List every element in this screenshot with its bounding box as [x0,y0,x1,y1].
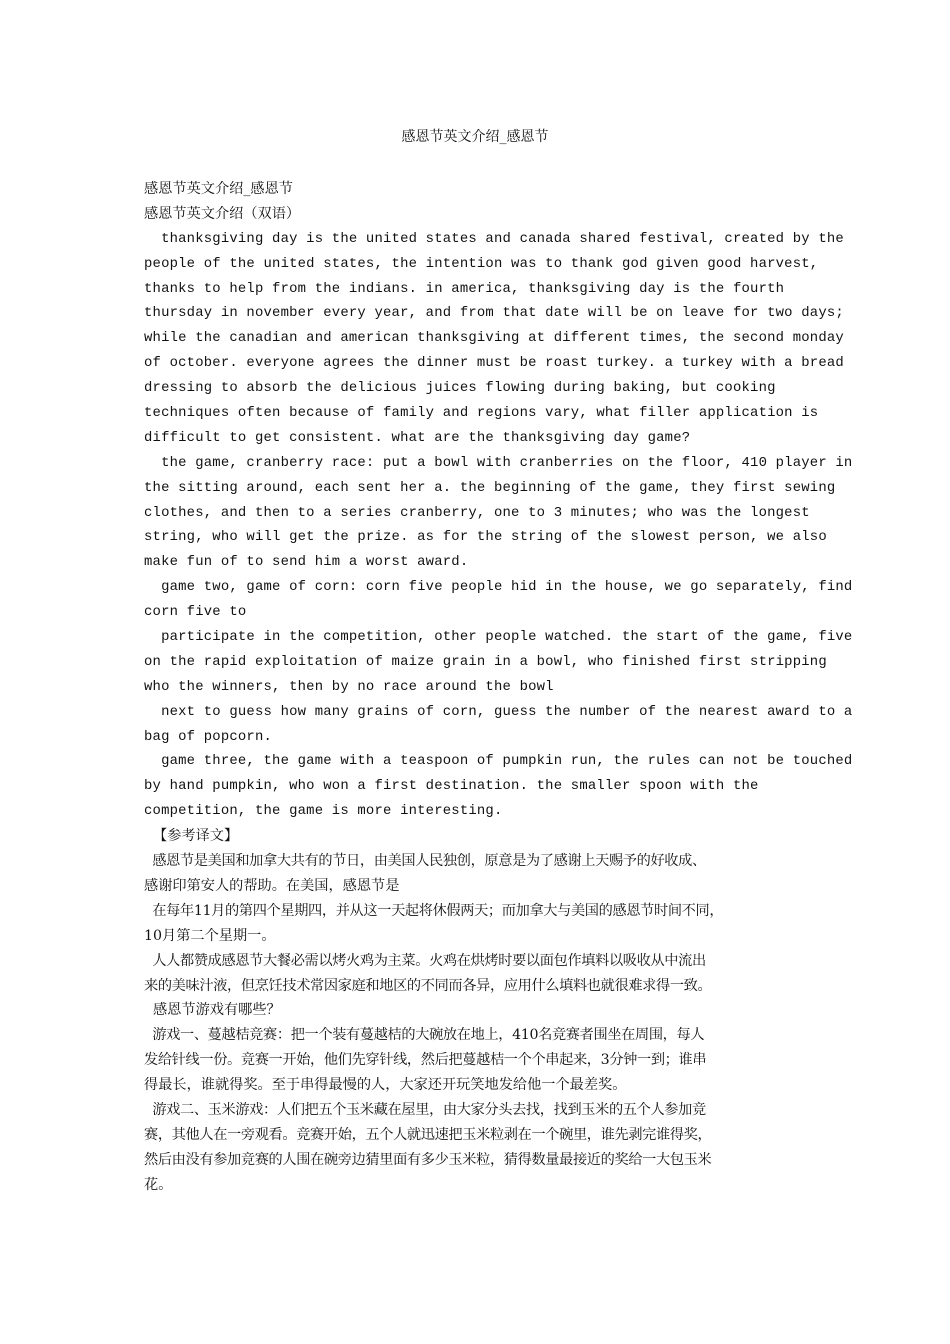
document-title: 感恩节英文介绍_感恩节 [401,129,549,145]
text-line: game two, game of corn: corn five people hid in the house, we go separately, find [144,579,853,596]
text-line: thanksgiving day is the united states and canada shared festival, created by the [144,230,844,247]
text-line: 在每年11月的第四个星期四，并从这一天起将休假两天；而加拿大与美国的感恩节时间不同， [144,902,724,919]
text-line: 来的美味汁液，但烹饪技术常因家庭和地区的不同而各异，应用什么填料也就很难求得一致。 [144,977,712,994]
text-line: 10月第二个星期一。 [144,927,276,944]
text-line: while the canadian and american thanksgiving at different times, the second monday [144,330,844,347]
text-line: 游戏二、玉米游戏：人们把五个玉米藏在屋里，由大家分头去找，找到玉米的五个人参加竞 [144,1101,706,1118]
text-line: techniques often because of family and regions vary, what filler application is [144,405,819,422]
text-line: the game, cranberry race: put a bowl with cranberries on the floor, 410 player in [144,454,853,471]
text-line: who the winners, then by no race around the bowl [144,678,554,695]
text-line: bag of popcorn. [144,728,273,745]
text-line: 感谢印第安人的帮助。在美国，感恩节是 [144,877,400,894]
text-line: string, who will get the prize. as for the string of the slowest person, we also [144,529,827,546]
text-line: 得最长，谁就得奖。至于串得最慢的人，大家还开玩笑地发给他一个最差奖。 [144,1077,627,1094]
text-line: 感恩节游戏有哪些？ [144,1002,281,1019]
text-line: by hand pumpkin, who won a first destination. the smaller spoon with the [144,778,759,795]
text-line: 【参考译文】 [144,828,239,845]
text-line: 花。 [144,1176,173,1193]
text-line: difficult to get consistent. what are the thanksgiving day game? [144,429,691,446]
document-body [144,177,853,1198]
text-line: dressing to absorb the delicious juices flowing during baking, but cooking [144,380,776,397]
text-line: 发给针线一份。竞赛一开始，他们先穿针线，然后把蔓越桔一个个串起来，3分钟一到；谁串 [144,1052,707,1069]
text-line: competition, the game is more interesting. [144,803,503,820]
text-line: thursday in november every year, and from that date will be on leave for two days; [144,305,844,322]
text-line: corn five to [144,604,247,621]
text-line: of october. everyone agrees the dinner must be roast turkey. a turkey with a bread [144,355,844,372]
text-line: people of the united states, the intention was to thank god given good harvest, [144,255,819,272]
text-line: 人人都赞成感恩节大餐必需以烤火鸡为主菜。火鸡在烘烤时要以面包作填料以吸收从中流出 [144,952,706,969]
text-line: clothes, and then to a series cranberry, one to 3 minutes; who was the longest [144,504,810,521]
text-line: thanks to help from the indians. in america, thanksgiving day is the fourth [144,280,785,297]
text-line: 然后由没有参加竞赛的人围在碗旁边猜里面有多少玉米粒，猜得数量最接近的奖给一大包玉米 [144,1151,712,1168]
text-line: on the rapid exploitation of maize grain in a bowl, who finished first stripping [144,653,827,670]
text-line: participate in the competition, other people watched. the start of the game, five [144,629,853,646]
text-line: 游戏一、蔓越桔竞赛：把一个装有蔓越桔的大碗放在地上，410名竞赛者围坐在周围，每人 [144,1027,705,1044]
text-line: game three, the game with a teaspoon of pumpkin run, the rules can not be touched [144,753,853,770]
text-line: the sitting around, each sent her a. the beginning of the game, they first sewing [144,479,836,496]
text-line: 感恩节英文介绍（双语） [144,205,301,222]
text-line: 赛，其他人在一旁观看。竞赛开始，五个人就迅速把玉米粒剥在一个碗里，谁先剥完谁得奖， [144,1126,712,1143]
text-line: make fun of to send him a worst award. [144,554,469,571]
text-line: 感恩节英文介绍_感恩节 [144,181,293,197]
text-line: next to guess how many grains of corn, guess the number of the nearest award to a [144,703,853,720]
text-line: 感恩节是美国和加拿大共有的节日，由美国人民独创，原意是为了感谢上天赐予的好收成、 [144,853,706,870]
